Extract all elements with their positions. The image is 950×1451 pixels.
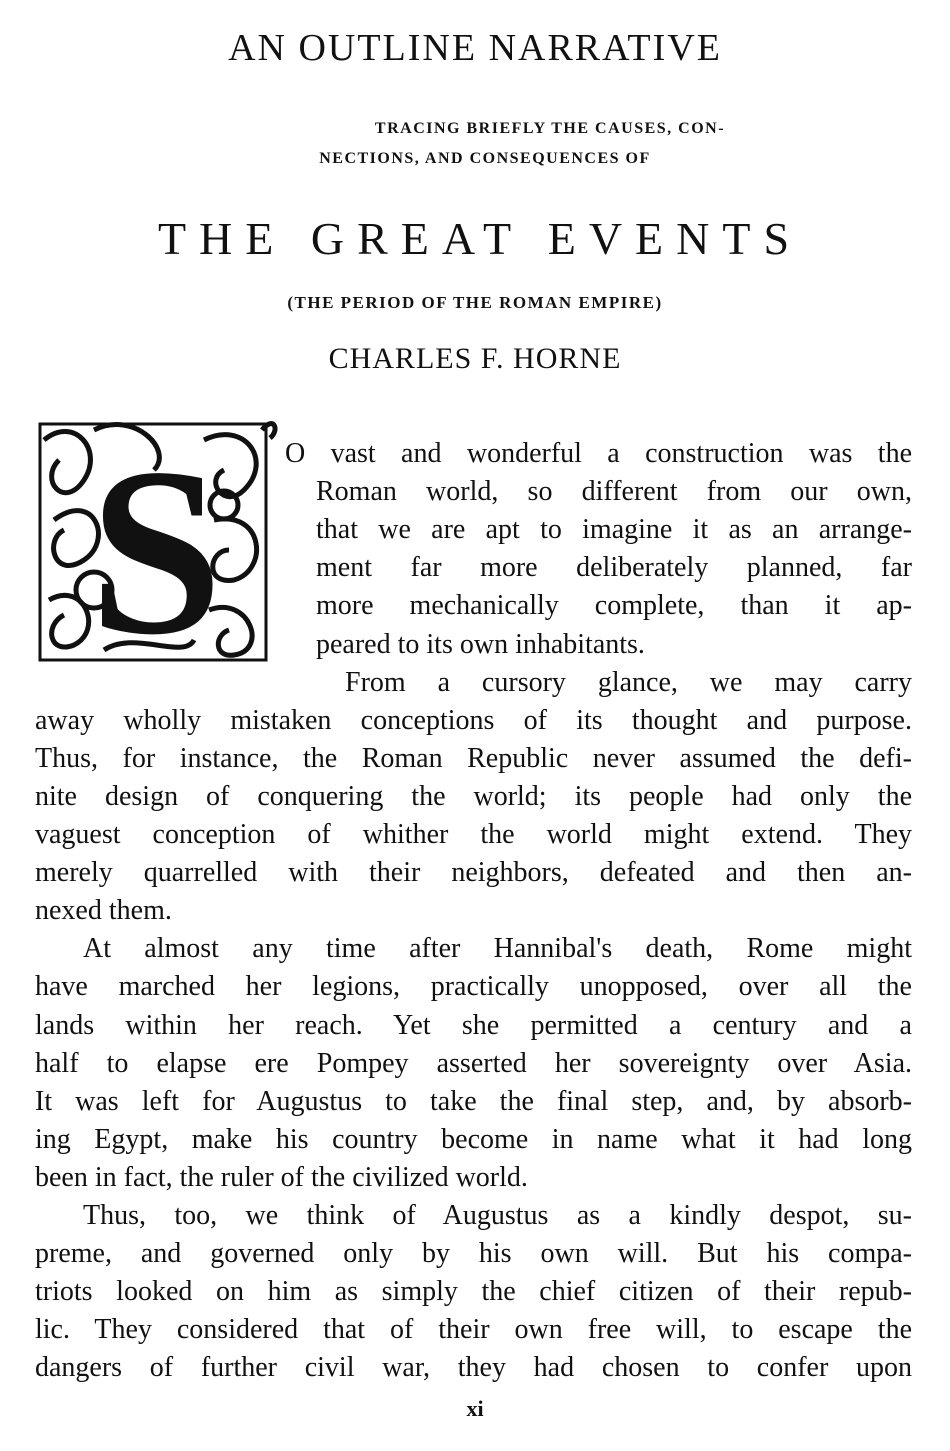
text-line: triots looked on him as simply the chief citizen of their repub- <box>35 1276 912 1308</box>
text-line: vaguest conception of whither the world might extend. They <box>35 819 912 850</box>
text-line: half to elapse ere Pompey asserted her sovereignty over Asia. <box>35 1047 912 1079</box>
drop-cap-letter: S <box>89 418 223 666</box>
text-line: dangers of further civil war, they had chosen to confer upon <box>35 1352 912 1384</box>
author-name: CHARLES F. HORNE <box>328 342 622 375</box>
text-line: Thus, for instance, the Roman Republic never assumed the defi- <box>35 742 912 774</box>
subtitle-line-1: TRACING BRIEFLY THE CAUSES, CON- <box>374 120 726 137</box>
text-line: away wholly mistaken conceptions of its thought and purpose. <box>35 704 912 736</box>
ornamental-drop-cap <box>34 410 278 666</box>
text-line: have marched her legions, practically unopposed, over all the <box>35 971 912 1003</box>
text-line: From a cursory glance, we may carry <box>345 666 912 698</box>
subtitle-line-2: NECTIONS, AND CONSEQUENCES OF <box>319 150 651 167</box>
main-title: THE GREAT EVENTS <box>157 213 803 264</box>
text-line: At almost any time after Hannibal's death, Rome might <box>83 933 912 965</box>
text-line: that we are apt to imagine it as an arrange- <box>316 514 912 546</box>
text-line: It was left for Augustus to take the final step, and, by absorb- <box>35 1085 912 1117</box>
text-line: ing Egypt, make his country become in name what it had long <box>35 1123 912 1155</box>
text-line: O vast and wonderful a construction was the <box>285 438 912 469</box>
text-line: lands within her reach. Yet she permitted a century and a <box>35 1009 912 1041</box>
text-line: nite design of conquering the world; its people had only the <box>35 780 912 812</box>
text-line: lic. They considered that of their own free will, to escape the <box>35 1314 912 1346</box>
text-line: Thus, too, we think of Augustus as a kindly despot, su- <box>83 1200 912 1231</box>
text-line: Roman world, so different from our own, <box>316 476 912 508</box>
book-title: AN OUTLINE NARRATIVE <box>228 27 722 69</box>
text-line: preme, and governed only by his own will. But his compa- <box>35 1238 912 1270</box>
text-line: merely quarrelled with their neighbors, defeated and then an- <box>35 857 912 889</box>
text-line: nexed them. <box>35 895 172 927</box>
text-line: been in fact, the ruler of the civilized world. <box>35 1161 528 1193</box>
period-subtitle: (THE PERIOD OF THE ROMAN EMPIRE) <box>287 293 663 312</box>
text-line: ment far more deliberately planned, far <box>316 552 912 584</box>
text-line: more mechanically complete, than it ap- <box>316 590 912 622</box>
page-number: xi <box>466 1396 484 1421</box>
text-line: peared to its own inhabitants. <box>316 628 645 660</box>
